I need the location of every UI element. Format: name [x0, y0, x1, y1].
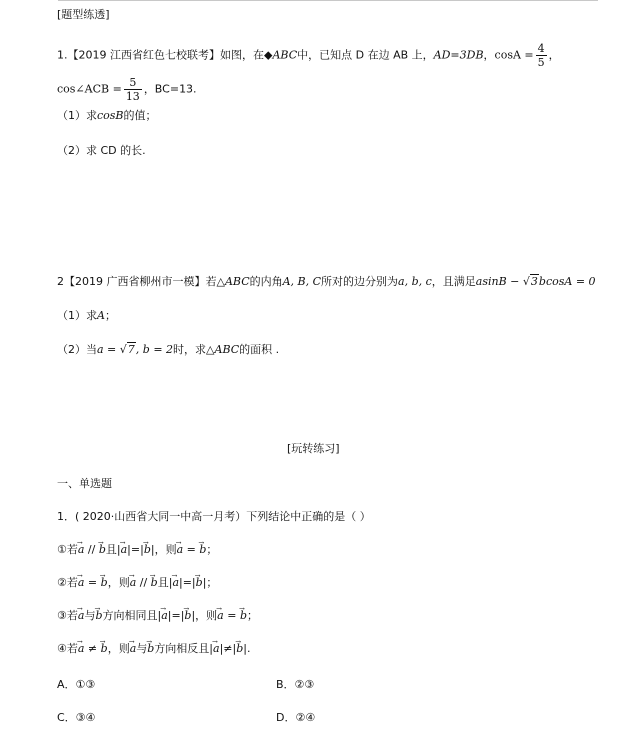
q2-text: 所对的边分别为: [321, 275, 399, 288]
vector-b: → b: [147, 642, 154, 656]
statement-text: //: [136, 576, 151, 589]
vector-b: → b: [240, 609, 247, 623]
q1-part1: [57, 109, 157, 123]
q2-equation: bcosA = 0: [538, 275, 596, 288]
q2-part1-text: ；: [104, 309, 116, 322]
q1-text: 如图，在◆: [220, 48, 273, 62]
statement-text: |=|: [179, 576, 196, 589]
mc-question: 1．( 2020·山西省大同一中高一月考）下列结论中正确的是（ ）: [57, 510, 371, 523]
q2-part1-math: A: [97, 309, 105, 322]
q1-text: 中，已知点 D 在边 AB 上，: [297, 48, 434, 62]
section-label: [题型练透]: [57, 8, 110, 21]
statement-text: //: [84, 543, 99, 556]
q1-line2: [57, 76, 197, 103]
statement-text: ②若: [57, 576, 78, 589]
vector-b: → b: [199, 543, 206, 557]
radicand: 3: [530, 275, 538, 288]
q2-line1: [57, 275, 596, 289]
vector-a: → a: [177, 543, 184, 557]
vector-b: → b: [101, 576, 108, 590]
vector-a: → a: [121, 543, 128, 557]
statement-text: |.: [243, 642, 251, 655]
statement-1: [57, 543, 217, 557]
q2-triangle: △ABC: [216, 275, 250, 288]
statement-text: 方向相同且|: [102, 609, 162, 622]
q1-text: ，BC=13.: [143, 82, 197, 96]
section-title: 一、单选题: [57, 477, 112, 490]
statement-text: |=|: [167, 609, 185, 622]
statement-text: ①若: [57, 543, 78, 556]
vector-a: → a: [172, 576, 179, 590]
vector-a: → a: [130, 642, 137, 656]
q1-source: 【2019 江西省红色七校联考】: [67, 48, 220, 62]
fraction-numerator: 5: [124, 76, 142, 90]
q2-part2-math: a =: [97, 343, 120, 356]
q2-sides: a, b, c: [398, 275, 432, 288]
statement-text: ≠: [84, 642, 101, 655]
option-a[interactable]: A．①③: [57, 678, 96, 691]
fraction-denominator: 5: [537, 56, 545, 69]
vector-b: → b: [95, 609, 102, 623]
vector-a: → a: [78, 543, 85, 557]
q1-number: 1.: [57, 48, 68, 62]
q1-cosA-label: ，cosA =: [483, 48, 534, 62]
statement-text: 与: [84, 609, 96, 622]
statement-text: |=|: [127, 543, 144, 556]
sqrt-sign: √: [522, 275, 530, 288]
statement-text: |≠|: [219, 642, 237, 655]
q1-cosA-fraction: [536, 42, 547, 69]
sqrt-sign: √: [119, 343, 127, 356]
q2-part2-math: , b = 2: [135, 343, 174, 356]
fraction-denominator: 13: [125, 90, 140, 103]
page-top-rule: [58, 0, 598, 1]
vector-a: → a: [217, 609, 224, 623]
vector-b: → b: [184, 609, 191, 623]
statement-text: =: [223, 609, 240, 622]
q2-angles: A, B, C: [282, 275, 322, 288]
vector-b: → b: [144, 543, 151, 557]
q1-line1: [57, 42, 560, 69]
vector-a: → a: [213, 642, 220, 656]
radicand: 7: [127, 343, 135, 356]
q2-equation: asinB −: [475, 275, 523, 288]
statement-text: |；: [202, 576, 218, 589]
statement-4: [57, 642, 250, 656]
vector-a: → a: [161, 609, 168, 623]
q1-text: ，: [548, 48, 560, 62]
statement-text: =: [183, 543, 200, 556]
vector-a: → a: [130, 576, 137, 590]
statement-text: |，则: [191, 609, 218, 622]
statement-text: =: [84, 576, 101, 589]
q1-ratio: AD=3DB: [433, 48, 484, 62]
statement-2: [57, 576, 217, 590]
q2-sqrt3: [523, 274, 539, 288]
fraction-numerator: 4: [537, 42, 545, 55]
statement-3: [57, 609, 258, 623]
q2-part1-text: （1）求: [57, 309, 97, 322]
statement-text: ；: [206, 543, 218, 556]
statement-text: ，则: [107, 642, 130, 655]
statement-text: |，则: [150, 543, 177, 556]
q2-part1: [57, 309, 116, 323]
vector-b: → b: [99, 543, 106, 557]
practice-label: [玩转练习]: [287, 442, 340, 455]
vector-b: → b: [151, 576, 158, 590]
q1-cosACB-fraction: [124, 76, 142, 103]
q1-triangle: ABC: [272, 48, 298, 62]
statement-text: 方向相反且|: [154, 642, 214, 655]
q2-part2-math: △ABC: [206, 343, 240, 356]
statement-text: ，则: [107, 576, 130, 589]
q2-text: 的内角: [249, 275, 283, 288]
option-d[interactable]: D．②④: [276, 711, 316, 724]
statement-text: ；: [247, 609, 258, 622]
statement-text: 且|: [105, 543, 121, 556]
q2-part2-text: 的面积 .: [239, 343, 280, 356]
q2-number: 2: [57, 275, 64, 288]
q1-part1-text: 的值；: [123, 109, 157, 122]
statement-text: ④若: [57, 642, 78, 655]
vector-b: → b: [196, 576, 203, 590]
q2-source: 【2019 广西省柳州市一模】: [64, 275, 206, 288]
q1-part2: （2）求 CD 的长.: [57, 144, 146, 157]
statement-text: 与: [136, 642, 148, 655]
option-b[interactable]: B．②③: [276, 678, 315, 691]
vector-a: → a: [78, 642, 85, 656]
q2-text: ，且满足: [431, 275, 476, 288]
q2-sqrt7: [120, 342, 136, 356]
q2-text: 若: [205, 275, 217, 288]
option-c[interactable]: C．③④: [57, 711, 96, 724]
vector-a: → a: [78, 576, 85, 590]
statement-text: 且|: [157, 576, 173, 589]
q2-part2-text: 时，求: [173, 343, 207, 356]
vector-a: → a: [78, 609, 85, 623]
vector-b: → b: [101, 642, 108, 656]
q1-part1-math: cosB: [97, 109, 124, 122]
q1-cosACB-label: cos∠ACB =: [57, 82, 122, 96]
q1-part1-text: （1）求: [57, 109, 97, 122]
q2-part2: [57, 343, 279, 357]
vector-b: → b: [236, 642, 243, 656]
statement-text: ③若: [57, 609, 78, 622]
q2-part2-text: （2）当: [57, 343, 97, 356]
